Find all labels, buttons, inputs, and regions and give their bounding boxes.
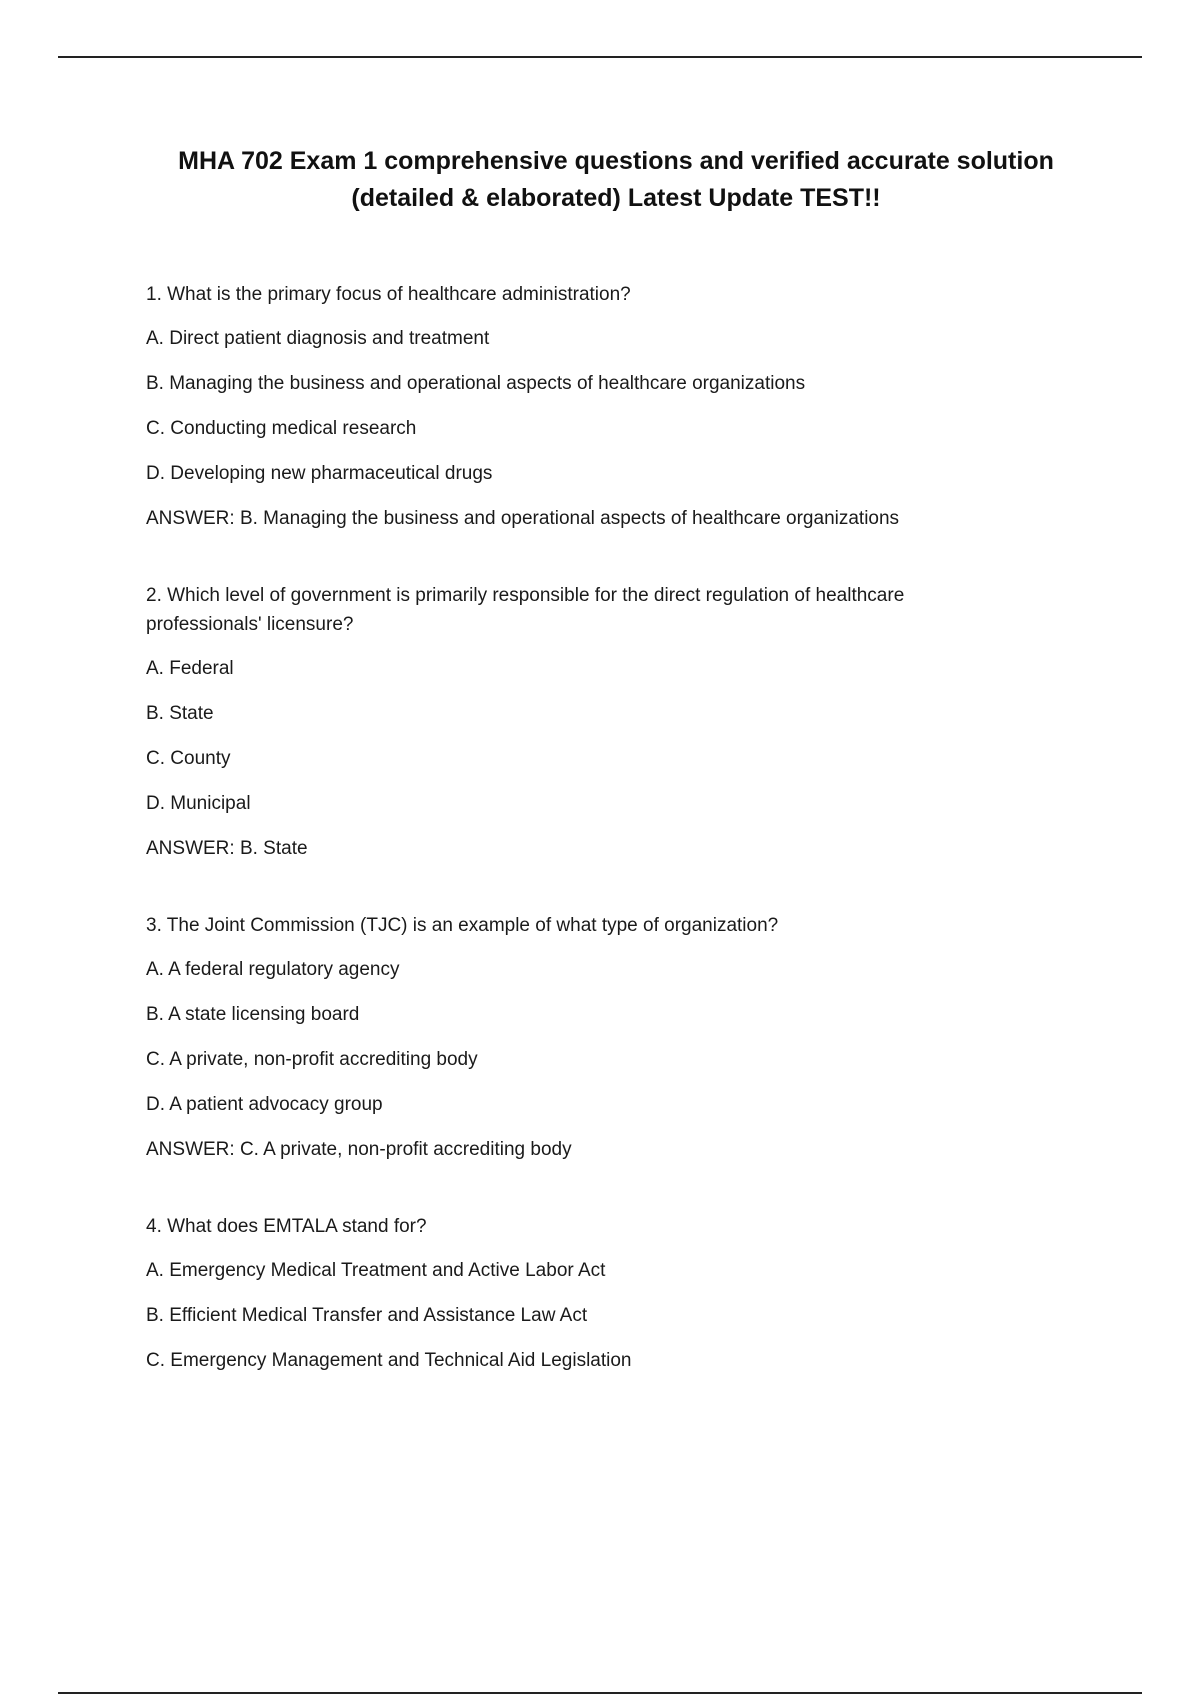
question-block xyxy=(146,911,1006,1164)
option-d: D. A patient advocacy group xyxy=(146,1094,383,1115)
option-d: D. Municipal xyxy=(146,793,251,814)
question-text: 2. Which level of government is primarily responsible for the direct regulation of healthcare professionals' licensure? xyxy=(146,585,905,635)
option-b: B. Efficient Medical Transfer and Assistance Law Act xyxy=(146,1305,588,1326)
question-text: 3. The Joint Commission (TJC) is an example of what type of organization? xyxy=(146,915,779,936)
option-c: C. Emergency Management and Technical Aid Legislation xyxy=(146,1350,632,1371)
question-text: 1. What is the primary focus of healthcare administration? xyxy=(146,284,631,305)
option-a: A. Federal xyxy=(146,658,234,679)
option-b: B. State xyxy=(146,703,214,724)
title-line-1: MHA 702 Exam 1 comprehensive questions and verified accurate solution xyxy=(178,147,1054,175)
answer-line: ANSWER: C. A private, non-profit accrediting body xyxy=(146,1139,572,1160)
question-block xyxy=(146,1212,1006,1375)
answer-line: ANSWER: B. State xyxy=(146,838,308,859)
answer-line: ANSWER: B. Managing the business and operational aspects of healthcare organizations xyxy=(146,508,900,529)
option-c: C. Conducting medical research xyxy=(146,418,417,439)
option-a: A. A federal regulatory agency xyxy=(146,959,400,980)
option-a: A. Emergency Medical Treatment and Active Labor Act xyxy=(146,1260,606,1281)
title-line-2: (detailed & elaborated) Latest Update TEST!! xyxy=(351,184,881,212)
top-divider xyxy=(58,56,1142,58)
question-list xyxy=(146,280,1006,1423)
option-c: C. County xyxy=(146,748,231,769)
question-text: 4. What does EMTALA stand for? xyxy=(146,1216,427,1237)
option-d: D. Developing new pharmaceutical drugs xyxy=(146,463,493,484)
question-block xyxy=(146,280,1006,533)
option-b: B. A state licensing board xyxy=(146,1004,360,1025)
question-block xyxy=(146,581,1006,863)
bottom-divider xyxy=(58,1692,1142,1694)
option-c: C. A private, non-profit accrediting body xyxy=(146,1049,478,1070)
option-b: B. Managing the business and operational aspects of healthcare organizations xyxy=(146,373,806,394)
option-a: A. Direct patient diagnosis and treatment xyxy=(146,328,490,349)
document-title xyxy=(0,143,1200,217)
